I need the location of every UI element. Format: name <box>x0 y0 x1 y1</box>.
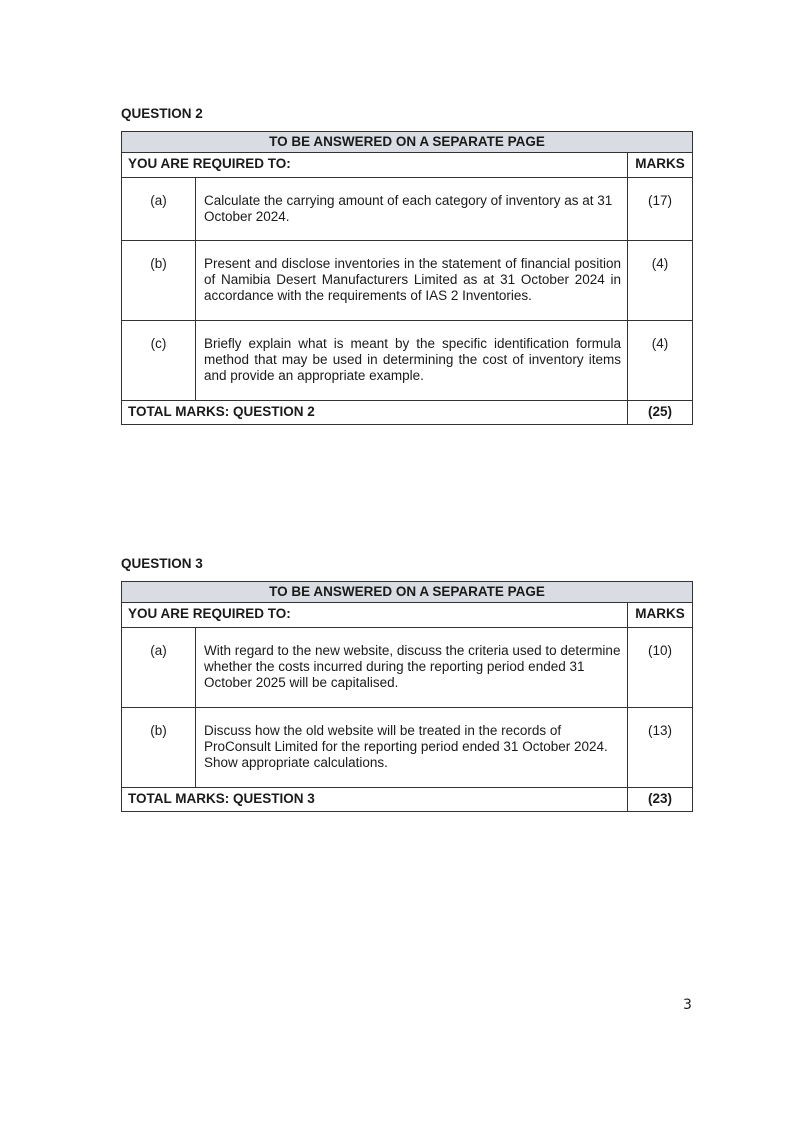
item-label: (c) <box>122 321 196 401</box>
total-label: TOTAL MARKS: QUESTION 3 <box>122 788 628 812</box>
item-label: (a) <box>122 178 196 241</box>
table-row <box>122 321 693 401</box>
item-marks: (10) <box>628 628 693 708</box>
question-3-title: QUESTION 3 <box>121 556 203 571</box>
table-row <box>122 178 693 241</box>
item-text: Discuss how the old website will be treated in the records of ProConsult Limited for the reporting period ended 31 October 2024. Show appropriate calculations. <box>196 708 628 788</box>
banner: TO BE ANSWERED ON A SEPARATE PAGE <box>122 582 693 603</box>
required-label: YOU ARE REQUIRED TO: <box>122 603 628 628</box>
total-marks: (25) <box>628 401 693 425</box>
question-3-table <box>121 581 693 812</box>
item-marks: (4) <box>628 321 693 401</box>
total-label: TOTAL MARKS: QUESTION 2 <box>122 401 628 425</box>
item-marks: (13) <box>628 708 693 788</box>
page-number: 3 <box>683 997 692 1013</box>
banner: TO BE ANSWERED ON A SEPARATE PAGE <box>122 132 693 153</box>
item-marks: (17) <box>628 178 693 241</box>
question-2-title: QUESTION 2 <box>121 106 203 121</box>
required-label: YOU ARE REQUIRED TO: <box>122 153 628 178</box>
item-text: Briefly explain what is meant by the specific identification formula method that may be used in determining the cost of inventory items and provide an appropriate example. <box>196 321 628 401</box>
marks-header: MARKS <box>628 603 693 628</box>
item-text: Present and disclose inventories in the statement of financial position of Namibia Desert Manufacturers Limited as at 31 October 2024 in accordance with the requirements of IAS 2 Inventories. <box>196 241 628 321</box>
item-marks: (4) <box>628 241 693 321</box>
item-label: (b) <box>122 708 196 788</box>
item-label: (b) <box>122 241 196 321</box>
total-marks: (23) <box>628 788 693 812</box>
question-2-table <box>121 131 693 425</box>
item-text: With regard to the new website, discuss the criteria used to determine whether the costs incurred during the reporting period ended 31 October 2025 will be capitalised. <box>196 628 628 708</box>
item-text: Calculate the carrying amount of each category of inventory as at 31 October 2024. <box>196 178 628 241</box>
item-label: (a) <box>122 628 196 708</box>
marks-header: MARKS <box>628 153 693 178</box>
table-row <box>122 708 693 788</box>
table-row <box>122 241 693 321</box>
table-row <box>122 628 693 708</box>
